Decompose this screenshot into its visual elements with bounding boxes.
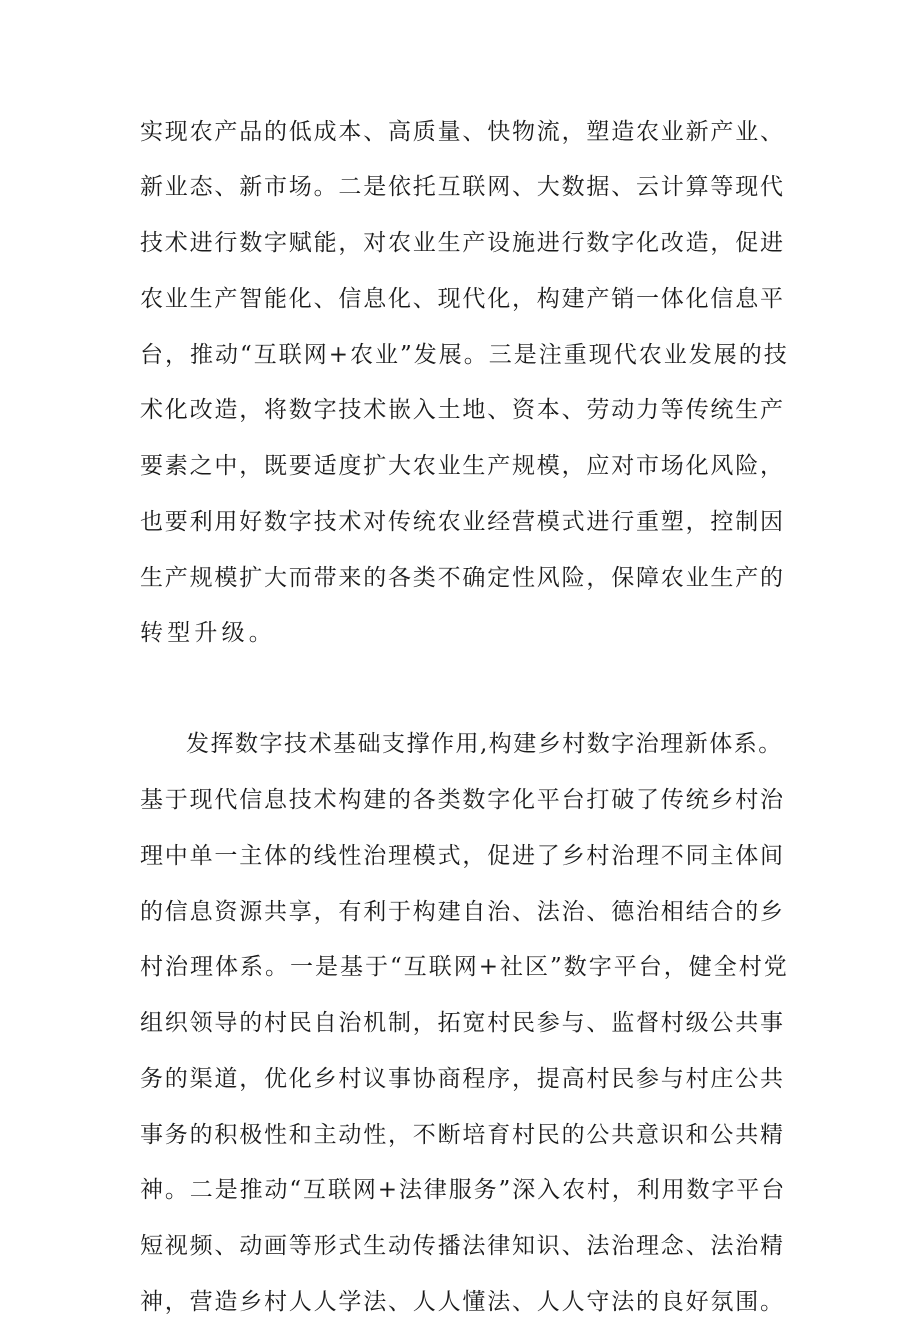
text-line: 神。二是推动“互联网+法律服务”深入农村，利用数字平台 [140, 1177, 787, 1203]
text-line: 理中单一主体的线性治理模式，促进了乡村治理不同主体间 [140, 843, 785, 869]
text-line: 实现农产品的低成本、高质量、快物流，塑造农业新产业、 [140, 119, 785, 145]
text-line: 转型升级。 [140, 620, 276, 646]
text-line: 的信息资源共享，有利于构建自治、法治、德治相结合的乡 [140, 899, 785, 925]
text-line: 新业态、新市场。二是依托互联网、大数据、云计算等现代 [140, 174, 785, 200]
text-line: 要素之中，既要适度扩大农业生产规模，应对市场化风险， [140, 453, 785, 479]
text-line: 台，推动“互联网+农业”发展。三是注重现代农业发展的技 [140, 342, 789, 368]
text-line: 事务的积极性和主动性，不断培育村民的公共意识和公共精 [140, 1122, 785, 1148]
text-line: 生产规模扩大而带来的各类不确定性风险，保障农业生产的 [140, 565, 785, 591]
text-line: 技术进行数字赋能，对农业生产设施进行数字化改造，促进 [140, 230, 785, 256]
text-line: 村治理体系。一是基于“互联网+社区”数字平台，健全村党 [140, 954, 789, 980]
text-line: 也要利用好数字技术对传统农业经营模式进行重塑，控制因 [140, 509, 785, 535]
text-line: 术化改造，将数字技术嵌入土地、资本、劳动力等传统生产 [140, 397, 785, 423]
text-line: 基于现代信息技术构建的各类数字化平台打破了传统乡村治 [140, 787, 785, 813]
text-line-indented: 发挥数字技术基础支撑作用,构建乡村数字治理新体系。 [186, 731, 783, 757]
text-line: 组织领导的村民自治机制，拓宽村民参与、监督村级公共事 [140, 1010, 785, 1036]
text-line: 农业生产智能化、信息化、现代化，构建产销一体化信息平 [140, 286, 785, 312]
text-line: 神，营造乡村人人学法、人人懂法、人人守法的良好氛围。 [140, 1289, 785, 1315]
text-line: 务的渠道，优化乡村议事协商程序，提高村民参与村庄公共 [140, 1066, 785, 1092]
text-line: 短视频、动画等形式生动传播法律知识、法治理念、法治精 [140, 1233, 785, 1259]
